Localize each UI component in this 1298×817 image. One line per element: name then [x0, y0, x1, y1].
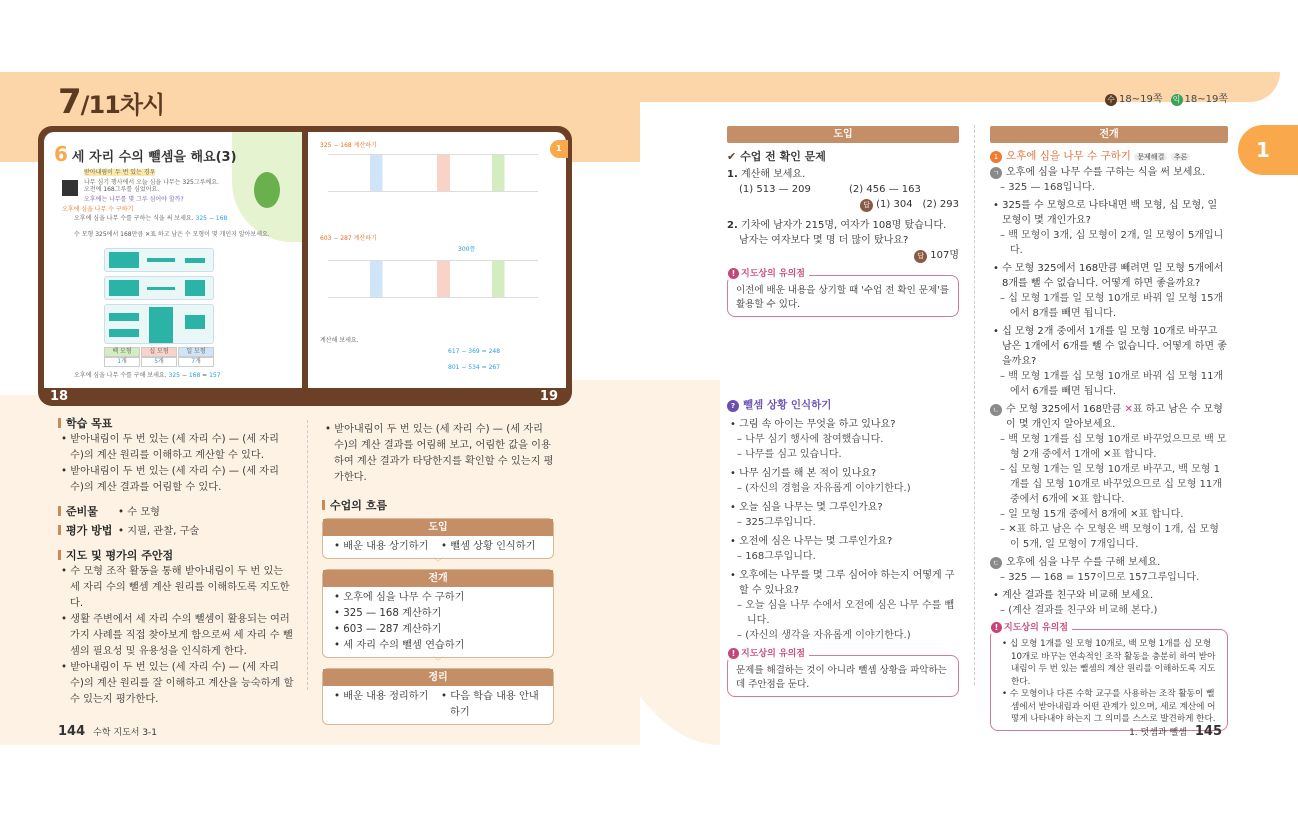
stage-title: 도입: [323, 519, 553, 536]
tip-text: 이전에 배운 내용을 상기할 때 '수업 전 확인 문제'를 활용할 수 있다.: [736, 285, 949, 310]
stage-item: • 오후에 심을 나무 수 구하기: [331, 590, 545, 606]
lesson-number: [58, 82, 164, 122]
answer-line: – 나무 심기 행사에 참여했습니다.: [727, 432, 959, 447]
chapter-title: 1. 덧셈과 뺄셈: [1129, 728, 1187, 738]
tag-problem-solving: 문제해결: [1134, 153, 1167, 161]
prompt: • 그림 속 아이는 무엇을 하고 있나요?: [727, 417, 959, 432]
textbook-page-right: [308, 132, 566, 404]
x-mark-icon: ✕: [1124, 404, 1133, 415]
eval-row: [58, 523, 294, 540]
textbook-page-left: [44, 132, 302, 404]
prompt: • 오늘 심을 나무는 몇 그루인가요?: [727, 500, 959, 515]
section-bar-intro: 도입: [727, 126, 959, 143]
prompt: • 수 모형 325에서 168만큼 빼려면 일 모형 5개에서 8개를 뺄 수 없습니다. 어떻게 하면 좋을까요?: [990, 261, 1228, 291]
activity-heading: [990, 148, 1228, 165]
stage-item: • 뺄셈 상황 인식하기: [438, 539, 545, 555]
block-row-3: [104, 304, 214, 344]
block-row-1: [104, 248, 214, 272]
exercise-2: 801 − 534 = 267: [448, 364, 501, 371]
stage-item: • 다음 학습 내용 안내하기: [438, 689, 545, 721]
check-title: 수업 전 확인 문제: [740, 150, 826, 163]
unit-title: [54, 142, 237, 170]
block-row-2: [104, 276, 214, 300]
stage-item: • 세 자리 수의 뺄셈 연습하기: [331, 638, 545, 654]
activity2-title: 325 − 168 계산하기: [320, 142, 377, 149]
answer-text: 107명: [930, 250, 959, 261]
flow-stage-development: [322, 569, 554, 658]
tip-title-text: 지도상의 유의점: [741, 649, 805, 659]
tip-title: [728, 268, 809, 280]
tip-text: 문제를 해결하는 것이 아니라 뺄셈 상황을 파악하는 데 주안점을 둔다.: [736, 665, 947, 690]
step-icon: ㄱ: [990, 167, 1002, 179]
problem: (2) 456 — 163: [849, 184, 921, 195]
prompt: • 계산 결과를 친구와 비교해 보세요.: [990, 588, 1228, 603]
q-text: 계산해 보세요.: [740, 169, 806, 180]
page-number-left: 18: [50, 389, 69, 404]
intro-question: 오후에는 나무를 몇 그루 심어야 할까?: [84, 196, 184, 203]
ref-label: 18~19쪽: [1119, 94, 1163, 105]
stage-item: • 603 — 287 계산하기: [331, 622, 545, 638]
answer-line: – 백 모형이 3개, 십 모형이 2개, 일 모형이 5개입니다.: [990, 228, 1228, 258]
step-2: [990, 402, 1228, 432]
intro-column: [727, 126, 959, 317]
prompt: • 오후에는 나무를 몇 그루 심어야 하는지 어떻게 구할 수 있나요?: [727, 568, 959, 598]
answer-line: – (계산 결과를 친구와 비교해 본다.): [990, 603, 1228, 618]
cell-value: 7: [191, 358, 196, 365]
answer-line: – 십 모형 1개는 일 모형 10개로 바꾸고, 백 모형 1개를 십 모형 10개로 바꾸었으므로 십 모형 11개 중에서 6개에 ✕표 합니다.: [990, 462, 1228, 507]
tip-title-text: 지도상의 유의점: [741, 269, 805, 279]
eq-term: 168: [188, 372, 201, 379]
tip-item: • 십 모형 1개를 일 모형 10개로, 백 모형 1개를 십 모형 10개로 바꾸는 연속적인 조작 활동을 충분히 하여 받아내림이 두 번 있는 뺄셈의 계산 원리를 이해하도록 지도한다.: [999, 638, 1219, 688]
page-refs: [1105, 90, 1228, 106]
cell-unit: 개: [158, 358, 164, 365]
a1-q3-text: 오후에 심을 나무 수를 구해 보세요.: [74, 372, 167, 379]
goal-item: • 받아내림이 두 번 있는 (세 자리 수) — (세 자리 수)의 계산 결과를 어림할 수 있다.: [58, 464, 294, 496]
step-1: [990, 165, 1228, 180]
notes-heading: 지도 및 평가의 주안점: [58, 548, 294, 564]
qr-code[interactable]: [62, 180, 78, 196]
answer-line: – 십 모형 1개를 일 모형 10개로 바꿔 일 모형 15개에서 8개를 빼면 됩니다.: [990, 291, 1228, 321]
situation-section: [727, 397, 959, 697]
estimate-answer: 300쯤: [458, 246, 476, 253]
page-number: 145: [1194, 724, 1222, 739]
textbook-thumbnail: [38, 126, 572, 406]
answer-text: (1) 304 (2) 293: [876, 199, 959, 210]
stage-item: • 배운 내용 정리하기: [331, 689, 438, 721]
step-icon: ㄷ: [990, 557, 1002, 569]
check-icon: ✔: [727, 150, 737, 163]
alert-icon: !: [991, 622, 1002, 633]
tip-item: • 수 모형이나 다른 수학 교구를 사용하는 조작 활동이 뺄셈에서 받아내림과 어떤 관계가 있으며, 세로 계산에 어떻게 나타내야 하는지 그 의미를 스스로 발견하게 한다.: [999, 688, 1219, 726]
answer-icon: 답: [860, 199, 873, 212]
column-subtraction-325-168: [328, 154, 538, 192]
answer-line: – 백 모형 1개를 십 모형 10개로 바꿔 십 모형 11개에서 6개를 빼면 됩니다.: [990, 369, 1228, 399]
answer-line: – ✕표 하고 남은 수 모형은 백 모형이 1개, 십 모형이 5개, 일 모형이 7개입니다.: [990, 522, 1228, 552]
stage-item: • 배운 내용 상기하기: [331, 539, 438, 555]
question-icon: ?: [727, 400, 739, 412]
step-icon: ㄴ: [990, 404, 1002, 416]
problem: (1) 513 — 209: [739, 184, 811, 195]
prompt: • 325를 수 모형으로 나타내면 백 모형, 십 모형, 일 모형이 몇 개인가요?: [990, 198, 1228, 228]
table-cell: [141, 357, 177, 367]
flow-stage-wrapup: [322, 668, 554, 725]
teaching-tip-2: [727, 649, 959, 697]
unit-title-text: 세 자리 수의 뺄셈을 해요(3): [71, 150, 237, 165]
answer-icon: 답: [914, 250, 927, 263]
prompt: • 오전에 심은 나무는 몇 그루인가요?: [727, 534, 959, 549]
alert-icon: !: [728, 648, 739, 659]
section-bar-development: 전개: [990, 126, 1228, 143]
answer-line: – 325 — 168 = 157이므로 157그루입니다.: [990, 570, 1228, 585]
ref-label: 18~19쪽: [1184, 94, 1228, 105]
chevron-down-icon: ﹀: [433, 657, 443, 668]
lesson-overview: [58, 416, 294, 708]
activity4-title: 계산해 보세요.: [320, 337, 359, 344]
answer-line: – (자신의 생각을 자유롭게 이야기한다.): [727, 628, 959, 643]
question-2: [727, 218, 959, 248]
note-item: • 수 모형 조작 활동을 통해 받아내림이 두 번 있는 세 자리 수의 뺄셈 계산 원리를 이해하도록 지도한다.: [58, 564, 294, 612]
note-item: • 받아내림이 두 번 있는 (세 자리 수) — (세 자리 수)의 계산 결과를 어림해 보고, 어림한 값을 이용하여 계산 결과가 타당한지를 확인할 수 있는지 평가한다.: [322, 422, 554, 486]
goal-item: • 받아내림이 두 번 있는 (세 자리 수) — (세 자리 수)의 계산 원리를 이해하고 계산할 수 있다.: [58, 432, 294, 464]
situation-heading: [727, 397, 959, 413]
table-header: 백 모형: [104, 347, 140, 357]
note-item: • 생활 주변에서 세 자리 수의 뺄셈이 활용되는 여러 가지 사례를 직접 찾아보게 함으로써 세 자리 수 뺄셈의 필요성 및 유용성을 인식하게 한다.: [58, 612, 294, 660]
page-number: 144: [58, 724, 86, 739]
table-cell: [104, 357, 140, 367]
step-text: 오후에 심을 나무 수를 구하는 식을 써 보세요.: [1006, 167, 1206, 178]
tag-reasoning: 추론: [1171, 153, 1191, 161]
step-text: 표 하고 남은 수 모형이 몇 개인지 알아보세요.: [1006, 404, 1223, 430]
eq-term: 325: [168, 372, 180, 379]
alert-icon: !: [728, 268, 739, 279]
situation-title: 뺄셈 상황 인식하기: [743, 399, 832, 411]
development-column: [990, 126, 1228, 731]
tip-title: [728, 648, 809, 660]
a1-q1-text: 오후에 심을 나무 수를 구하는 식을 써 보세요.: [74, 215, 194, 222]
tip-title-text: 지도상의 유의점: [1004, 623, 1068, 633]
answer-line: – 나무를 심고 있습니다.: [727, 447, 959, 462]
cell-unit: 개: [195, 358, 201, 365]
chapter-badge: 1: [1238, 125, 1298, 175]
teaching-tip-1: [727, 269, 959, 317]
lesson-index: 7: [58, 82, 81, 122]
workbook-icon: 익: [1171, 94, 1183, 106]
prompt: • 십 모형 2개 중에서 1개를 일 모형 10개로 바꾸고 남은 1개에서 6개를 뺄 수 없습니다. 어떻게 하면 좋을까요?: [990, 324, 1228, 369]
activity3-title: 603 − 287 계산하기: [320, 235, 377, 242]
stage-title: 전개: [323, 570, 553, 587]
answer-line: – 325 — 168입니다.: [990, 180, 1228, 195]
note-item: • 받아내림이 두 번 있는 (세 자리 수) — (세 자리 수)의 계산 원리를 잘 이해하고 계산을 능숙하게 할 수 있는지 평가한다.: [58, 660, 294, 708]
goal-heading: 학습 목표: [58, 416, 294, 432]
eval-heading: 평가 방법: [58, 523, 118, 539]
q-number: 1.: [727, 169, 738, 180]
teaching-tip-3: [990, 623, 1228, 731]
flow-heading: 수업의 흐름: [322, 498, 554, 514]
chevron-down-icon: ﹀: [433, 558, 443, 569]
lesson-total: /11차시: [80, 91, 165, 119]
materials-value: • 수 모형: [118, 507, 161, 518]
book-title: 수학 지도서 3-1: [93, 728, 158, 738]
lesson-flow-column: [322, 422, 554, 725]
unit-subtitle: 받아내림이 두 번 있는 경우: [84, 169, 156, 176]
footer-right: [1129, 724, 1222, 741]
answer-line: – 325그루입니다.: [727, 515, 959, 530]
eval-value: • 지필, 관찰, 구술: [118, 526, 200, 537]
chapter-tab: 1: [550, 140, 568, 158]
eq-result: 157: [209, 372, 221, 379]
footer-left: [58, 724, 157, 741]
activity-title: 오후에 심을 나무 수 구하기: [1006, 150, 1131, 162]
column-divider: [307, 420, 308, 690]
answer-line: – 오늘 심을 나무 수에서 오전에 심은 나무 수를 뺍니다.: [727, 598, 959, 628]
textbook-icon: 수: [1105, 94, 1117, 106]
q2-answer: [727, 248, 959, 263]
table-header: 일 모형: [178, 347, 214, 357]
step-3: [990, 555, 1228, 570]
question-1: [727, 167, 959, 182]
cell-value: 1: [117, 358, 122, 365]
exercise-1: 617 − 369 = 248: [448, 348, 501, 355]
a1-q2: 수 모형 325에서 168만큼 ✕표 하고 남은 수 모형이 몇 개인지 알아보세요.: [74, 231, 270, 238]
answer-line: – (자신의 경험을 자유롭게 이야기한다.): [727, 481, 959, 496]
cell-value: 5: [154, 358, 159, 365]
cell-unit: 개: [121, 358, 127, 365]
prompt: • 나무 심기를 해 본 적이 있나요?: [727, 466, 959, 481]
a1-q1-answer: 325 − 168: [195, 215, 228, 222]
q1-answer: [727, 197, 959, 212]
ref-textbook: [1105, 90, 1163, 106]
column-divider: [974, 125, 975, 685]
answer-line: – 백 모형 1개를 십 모형 10개로 바꾸었으므로 백 모형 2개 중에서 1개에 ✕표 합니다.: [990, 432, 1228, 462]
column-subtraction-603-287: [328, 260, 538, 298]
qa-list: [727, 417, 959, 643]
page-number-right: 19: [539, 389, 558, 404]
stage-title: 정리: [323, 669, 553, 686]
check-heading: [727, 149, 959, 165]
q1-problems: [727, 182, 959, 197]
a1-q3: 오후에 심을 나무 수를 구해 보세요. 325 − 168 = 157: [74, 372, 221, 379]
tree-illustration: [254, 172, 280, 208]
answer-line: – 일 모형 15개 중에서 8개에 ✕표 합니다.: [990, 507, 1228, 522]
ref-workbook: [1171, 90, 1229, 106]
stage-item: • 325 — 168 계산하기: [331, 606, 545, 622]
materials-heading: 준비물: [58, 504, 118, 520]
q-text: 기차에 남자가 215명, 여자가 108명 탔습니다. 남자는 여자보다 몇 명 더 많이 탔나요?: [739, 220, 947, 246]
activity1-title: 오후에 심을 나무 수 구하기: [62, 206, 134, 213]
a1-q1: [74, 215, 254, 222]
unit-number: 6: [54, 142, 68, 166]
answer-line: – 168그루입니다.: [727, 549, 959, 564]
step-text: 수 모형 325에서 168만큼: [1006, 404, 1125, 415]
q-number: 2.: [727, 220, 738, 231]
flow-stage-intro: [322, 518, 554, 559]
intro-text: 나무 심기 행사에서 오늘 심을 나무는 325그루예요. 오전에 168그루를 심었어요.: [84, 179, 219, 193]
step-text: 오후에 심을 나무 수를 구해 보세요.: [1006, 557, 1161, 568]
tip-title: [991, 622, 1072, 634]
materials-row: [58, 504, 294, 521]
table-cell: [178, 357, 214, 367]
table-header: 십 모형: [141, 347, 177, 357]
activity-number: 1: [990, 151, 1002, 163]
